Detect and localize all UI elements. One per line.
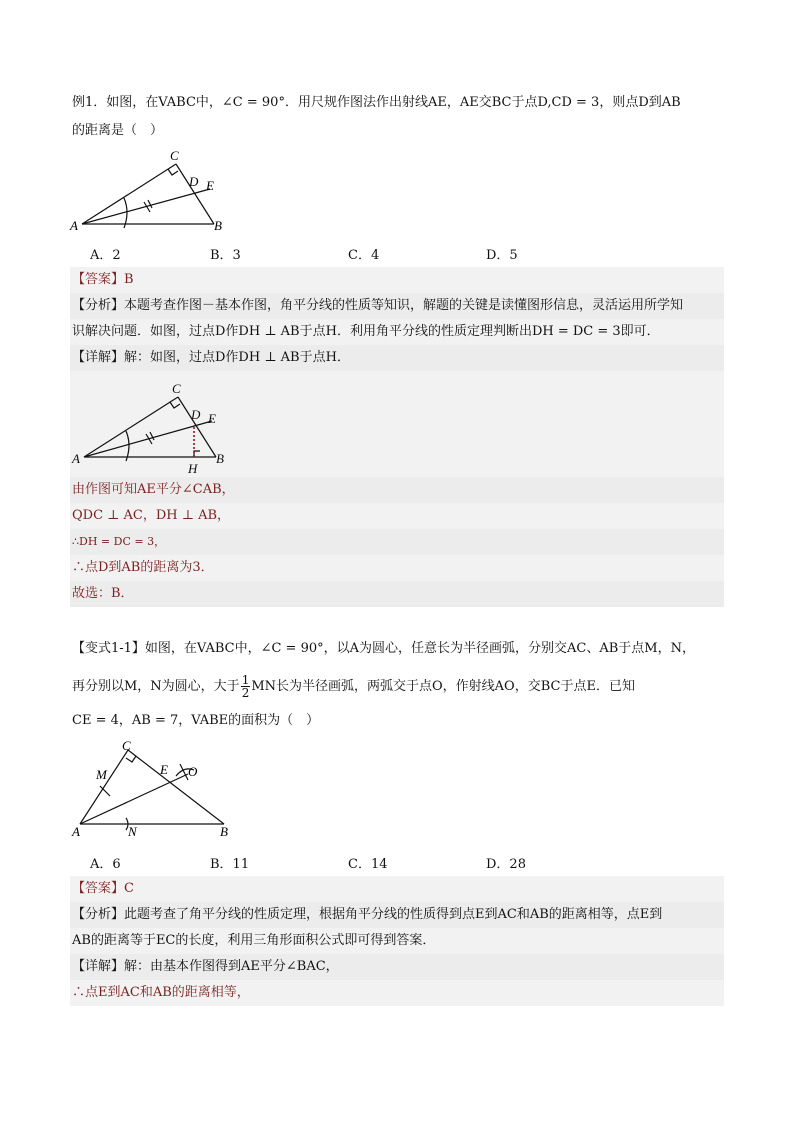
variant1-question-line2-part2: MN长为半径画弧，两弧交于点O，作射线AO，交BC于点E．已知	[251, 679, 635, 694]
fraction-denominator: 2	[241, 686, 250, 700]
example1-step3: ∴DH = DC = 3，	[70, 529, 724, 555]
variant1-question-line2	[72, 674, 635, 699]
variant1-question-line2-part1: 再分别以M，N为圆心，大于	[72, 679, 240, 694]
one-half-fraction	[241, 674, 251, 699]
fig1-label-B: B	[214, 218, 222, 233]
variant1-question-line1: 【变式1-1】如图，在VABC中，∠C = 90°，以A为圆心，任意长为半径画弧，分别交AC、AB于点M，N，	[72, 641, 695, 656]
fig3-label-A: A	[72, 824, 80, 839]
fig3-label-O: O	[188, 764, 198, 779]
variant1-step1: ∴点E到AC和AB的距离相等，	[72, 985, 250, 1000]
example1-detail-figure-area	[70, 371, 724, 477]
fig3-label-E: E	[160, 762, 168, 777]
example1-question-line2: 的距离是（ ）	[72, 123, 164, 138]
example1-step2: QDC ⊥ AC，DH ⊥ AB，	[72, 508, 231, 523]
example1-solution-block	[70, 267, 724, 607]
fig2-label-B: B	[216, 451, 224, 466]
variant1-detail: 【详解】解：由基本作图得到AE平分∠BAC，	[70, 954, 724, 980]
variant1-answer: 【答案】C	[72, 881, 134, 896]
example1-option-a: A．2	[90, 248, 121, 263]
example1-step4: ∴点D到AB的距离为3．	[72, 560, 214, 575]
example1-answer: 【答案】B	[72, 272, 134, 287]
fig2-label-E: E	[208, 411, 216, 426]
variant1-analysis-line2: AB的距离等于EC的长度，利用三角形面积公式即可得到答案．	[72, 933, 436, 948]
fraction-numerator: 1	[241, 673, 250, 687]
fig2-label-A: A	[72, 451, 80, 466]
fig3-label-N: N	[128, 824, 137, 839]
variant1-solution-block	[70, 876, 724, 1006]
example1-detail: 【详解】解：如图，过点D作DH ⊥ AB于点H．	[70, 345, 724, 371]
fig3-label-C: C	[122, 738, 131, 753]
example1-option-d: D．5	[486, 248, 518, 263]
example1-detail-figure	[70, 371, 240, 477]
example1-question-line1: 例1．如图，在VABC中，∠C = 90°．用尺规作图法作出射线AE，AE交BC于点D,CD = 3，则点D到AB	[72, 95, 681, 110]
variant1-question-line3: CE = 4，AB = 7，VABE的面积为（ ）	[72, 713, 320, 728]
fig1-label-D: D	[189, 174, 199, 189]
fig1-label-A: A	[70, 218, 78, 233]
fig2-label-C: C	[172, 381, 181, 396]
variant1-option-b: B．11	[210, 857, 250, 872]
fig3-label-B: B	[220, 824, 228, 839]
fig3-label-M: M	[96, 767, 107, 782]
example1-step5: 故选：B．	[70, 581, 724, 607]
fig2-label-D: D	[191, 407, 201, 422]
example1-analysis-line1: 【分析】本题考查作图－基本作图，角平分线的性质等知识，解题的关键是读懂图形信息，灵活运用所学知	[70, 293, 724, 319]
example1-figure	[68, 146, 238, 236]
variant1-analysis-line1: 【分析】此题考查了角平分线的性质定理，根据角平分线的性质得到点E到AC和AB的距离相等，点E到	[70, 902, 724, 928]
variant1-option-a: A．6	[90, 857, 121, 872]
variant1-option-c: C．14	[348, 857, 388, 872]
variant1-option-d: D．28	[486, 857, 526, 872]
example1-analysis-line2: 识解决问题．如图，过点D作DH ⊥ AB于点H．利用角平分线的性质定理判断出DH = DC = 3即可．	[72, 324, 660, 339]
fig2-label-H: H	[188, 461, 198, 476]
variant1-figure	[68, 736, 248, 840]
example1-step1: 由作图可知AE平分∠CAB，	[70, 477, 724, 503]
fig1-label-E: E	[206, 178, 214, 193]
fig1-label-C: C	[170, 148, 179, 163]
example1-option-c: C．4	[348, 248, 380, 263]
example1-option-b: B．3	[210, 248, 241, 263]
